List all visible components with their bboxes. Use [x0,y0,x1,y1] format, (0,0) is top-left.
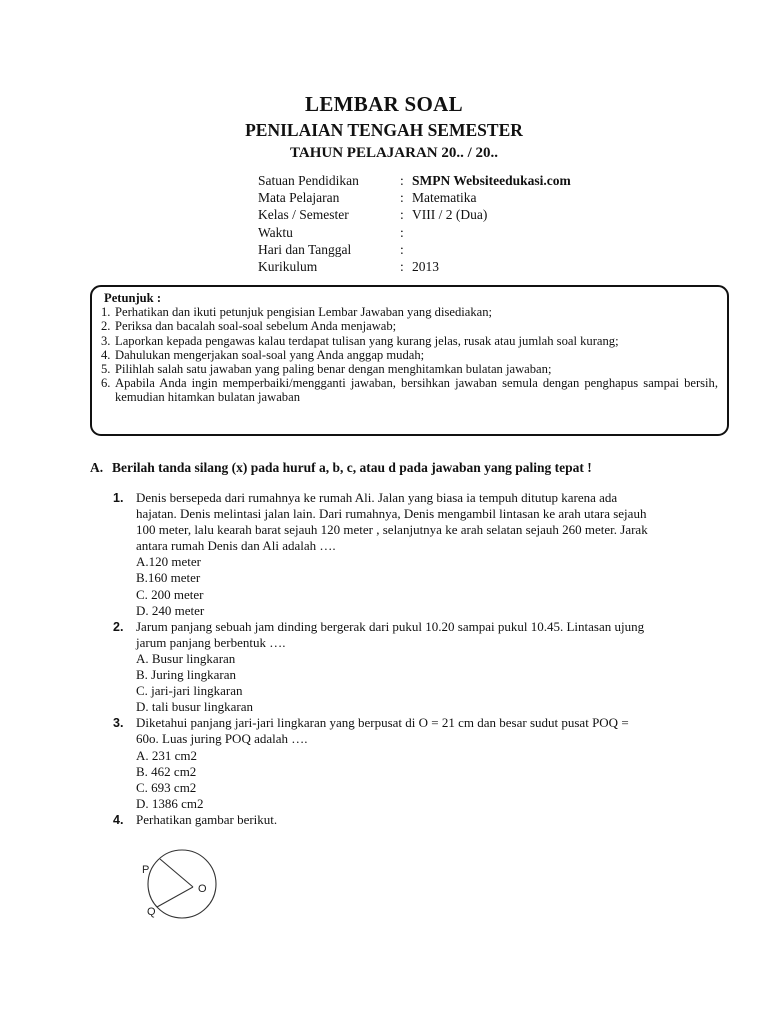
academic-year: TAHUN PELAJARAN 20.. / 20.. [290,145,499,161]
info-label: Waktu [258,224,293,240]
info-colon: : [400,258,404,274]
page-subtitle: PENILAIAN TENGAH SEMESTER [245,120,523,140]
info-label: Mata Pelajaran [258,190,340,206]
instruction-item [101,362,718,376]
info-value: SMPN Websiteedukasi.com [412,173,571,188]
instruction-item [101,305,718,319]
answer-option: D. tali busur lingkaran [136,699,253,715]
instruction-item [101,376,718,404]
label-o: O [198,883,207,895]
question-list [113,490,653,828]
info-row-school [258,172,571,189]
instruction-text: Periksa dan bacalah soal-soal sebelum Anda menjawab; [115,319,397,334]
section-instruction: Berilah tanda silang (x) pada huruf a, b, c, atau d pada jawaban yang paling tepat ! [112,460,592,475]
instruction-item [101,348,718,362]
info-colon: : [400,224,404,240]
info-label: Kurikulum [258,258,318,274]
label-p: P [142,864,150,876]
instruction-text: Apabila Anda ingin memperbaiki/mengganti jawaban, bersihkan jawaban semula dengan penghapus sampai bersih, kemudian hitamkan bulatan jawaban [115,376,718,405]
info-colon: : [400,190,404,206]
section-a-heading [90,460,592,476]
info-colon: : [400,173,404,188]
answer-option: A.120 meter [136,554,201,570]
question-item [113,490,653,619]
info-value: VIII / 2 (Dua) [412,207,488,223]
answer-option: A. Busur lingkaran [136,650,236,666]
question-item [113,619,653,716]
question-text: Perhatikan gambar berikut. [136,811,278,827]
instruction-text: Dahulukan mengerjakan soal-soal yang Anda anggap mudah; [115,347,425,362]
question-text: Diketahui panjang jari-jari lingkaran yang berpusat di O = 21 cm dan besar sudut pusat POQ = 60o. Luas juring POQ adalah …. [136,715,629,747]
info-row-date [258,241,571,258]
info-row-curriculum [258,258,571,275]
answer-option: C. jari-jari lingkaran [136,683,243,699]
instruction-number: 5. [101,362,111,377]
answer-option: C. 693 cm2 [136,779,197,795]
answer-option: C. 200 meter [136,586,204,602]
instruction-item [101,319,718,333]
page-title: LEMBAR SOAL [305,92,463,116]
question-text: Jarum panjang sebuah jam dinding bergerak dari pukul 10.20 sampai pukul 10.45. Lintasan ujung jarum panjang berbentuk …. [136,618,645,650]
radius-oq [157,887,193,907]
instruction-number: 6. [101,376,111,391]
question-number: 2. [113,619,124,634]
info-label: Kelas / Semester [258,207,349,223]
instruction-number: 1. [101,305,111,320]
info-row-time [258,224,571,241]
answer-option: A. 231 cm2 [136,747,198,763]
info-colon: : [400,207,404,223]
info-row-class [258,206,571,223]
label-q: Q [147,906,156,918]
instruction-item [101,334,718,348]
instruction-number: 4. [101,347,111,362]
info-label: Hari dan Tanggal [258,241,352,257]
question-number: 4. [113,812,124,827]
answer-option: D. 240 meter [136,602,205,618]
instruction-number: 2. [101,319,111,334]
circle-sector-figure [140,838,240,928]
question-item [113,715,653,812]
answer-option: B.160 meter [136,570,201,586]
radius-op [160,859,193,887]
exam-info-table [258,172,571,275]
question-item [113,812,653,828]
info-label: Satuan Pendidikan [258,173,359,188]
section-letter: A. [90,460,104,475]
info-row-subject [258,189,571,206]
question-number: 3. [113,716,124,731]
instruction-number: 3. [101,333,111,348]
instruction-text: Perhatikan dan ikuti petunjuk pengisian Lembar Jawaban yang disediakan; [115,305,493,320]
answer-option: B. 462 cm2 [136,763,197,779]
instructions-box [90,285,729,436]
info-value: Matematika [412,190,477,206]
info-colon: : [400,241,404,257]
answer-option: B. Juring lingkaran [136,667,237,683]
question-text: Denis bersepeda dari rumahnya ke rumah Ali. Jalan yang biasa ia tempuh ditutup karena ada hajatan. Denis melintasi jalan lain. Dari rumahnya, Denis mengambil lintasan ke arah utara sejauh 100 meter, lalu kearah barat sejauh 120 meter , selanjutnya ke arah selatan sejauh 260 meter. Jarak antara rumah Denis dan Ali adalah …. [136,490,648,554]
info-value: 2013 [412,258,439,274]
instruction-text: Pilihlah salah satu jawaban yang paling benar dengan menghitamkan bulatan jawaban; [115,362,552,377]
question-number: 1. [113,491,124,505]
instruction-text: Laporkan kepada pengawas kalau terdapat tulisan yang kurang jelas, rusak atau jumlah soal kurang; [115,333,619,348]
instructions-title: Petunjuk : [104,291,162,305]
answer-option: D. 1386 cm2 [136,795,204,811]
